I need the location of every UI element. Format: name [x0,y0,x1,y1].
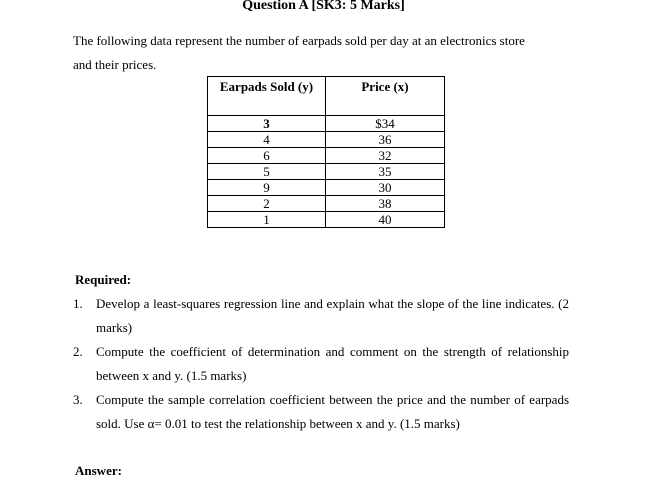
list-item [73,292,569,340]
required-heading: Required: [75,272,132,287]
item-text: Develop a least-squares regression line and explain what the slope of the line indicates. (2 marks) [96,296,569,335]
table-row [208,164,445,180]
question-title: Question A [SK3: 5 Marks] [242,0,405,13]
cell-earpads: 1 [208,212,326,228]
cell-price: 40 [326,212,445,228]
cell-price: 38 [326,196,445,212]
table-row [208,212,445,228]
list-item [73,388,569,436]
table-row [208,196,445,212]
cell-earpads: 9 [208,180,326,196]
header-earpads-sold: Earpads Sold (y) [208,77,326,116]
answer-heading: Answer: [75,463,122,478]
item-text: Compute the sample correlation coefficient between the price and the number of earpads sold. Use α= 0.01 to test the relationship between x and y. (1.5 marks) [96,392,569,431]
cell-price: 32 [326,148,445,164]
table-row [208,148,445,164]
header-price: Price (x) [326,77,445,116]
cell-earpads: 4 [208,132,326,148]
cell-earpads: 3 [208,116,326,132]
cell-earpads: 5 [208,164,326,180]
cell-price: $34 [326,116,445,132]
item-number: 3. [73,392,83,407]
cell-price: 35 [326,164,445,180]
item-number: 2. [73,344,83,359]
cell-price: 36 [326,132,445,148]
data-table [207,76,445,228]
table-row [208,180,445,196]
item-number: 1. [73,296,83,311]
intro-paragraph [73,29,578,77]
cell-price: 30 [326,180,445,196]
intro-line-2: and their prices. [73,57,157,72]
table-row [208,132,445,148]
cell-earpads: 2 [208,196,326,212]
table-row [208,116,445,132]
required-list [73,292,569,436]
intro-line-1: The following data represent the number of earpads sold per day at an electronics store [73,33,525,48]
table-header-row [208,77,445,116]
item-text: Compute the coefficient of determination and comment on the strength of relationship between x and y. (1.5 marks) [96,344,569,383]
cell-earpads: 6 [208,148,326,164]
list-item [73,340,569,388]
